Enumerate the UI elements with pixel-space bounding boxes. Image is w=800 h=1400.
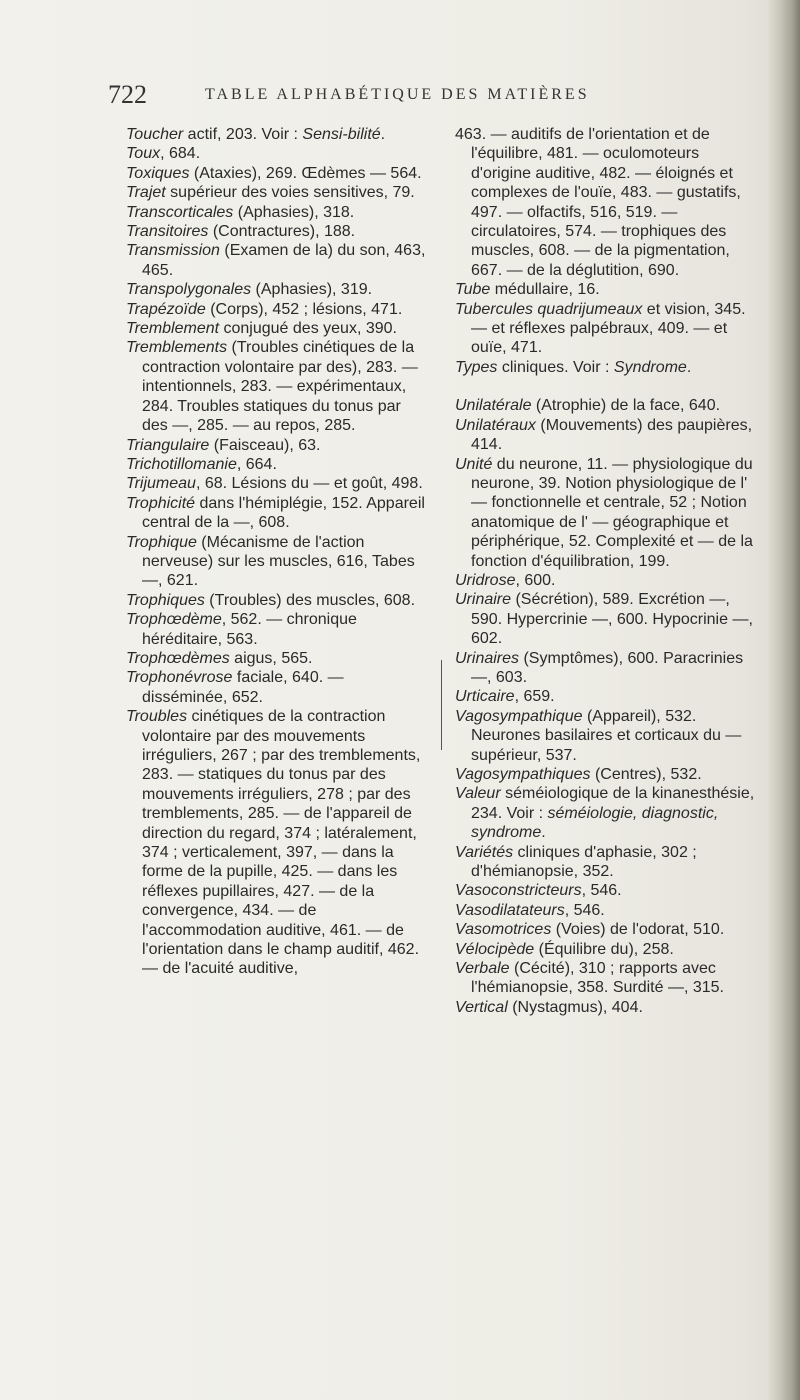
index-references: (Aphasies), 319. (251, 281, 373, 299)
index-column-right (455, 125, 755, 1017)
index-references: du neurone, 11. — physiologique du neurone, 39. Notion physiologique de l' — fonctionnelle et centrale, 52 ; Notion anatomique de l' — géographique et périphérique, 52. Complexité et — de la fonction d'équilibration, 199. (471, 455, 753, 570)
index-entry (126, 338, 426, 435)
index-references: , 600. (515, 571, 556, 589)
index-term: Valeur (455, 785, 501, 803)
index-term: Unité (455, 455, 493, 473)
index-term: Trophonévrose (126, 669, 233, 687)
entry-tail: . (541, 824, 546, 842)
index-term: Troubles (126, 708, 188, 726)
index-entry (126, 125, 426, 144)
index-term: Trajet (126, 184, 166, 202)
index-entry (126, 455, 426, 474)
index-references: , 659. (514, 688, 555, 706)
cross-reference-term: Syndrome (613, 358, 687, 376)
index-references: cliniques d'aphasie, 302 ; d'hémianopsie, 352. (471, 843, 697, 881)
index-entry (455, 125, 755, 280)
index-entry (455, 455, 755, 571)
index-references: (Aphasies), 318. (233, 203, 355, 221)
index-term: Toxiques (126, 164, 190, 182)
index-references: (Équilibre du), 258. (534, 940, 674, 958)
index-term: Unilatérale (455, 397, 532, 415)
index-entry (126, 668, 426, 707)
index-entry (455, 571, 755, 590)
index-references: (Symptômes), 600. Paracrinies —, 603. (471, 649, 744, 686)
index-references: dans l'hémiplégie, 152. Appareil central de la —, 608. (142, 494, 425, 532)
index-term: Verbale (455, 960, 510, 978)
index-references: (Voies) de l'odorat, 510. (551, 921, 725, 939)
index-term: Vasomotrices (455, 921, 552, 939)
index-term: Vélocipède (455, 940, 535, 958)
index-entry (126, 241, 426, 280)
index-term: Trophique (126, 533, 197, 551)
index-references: , 546. (581, 882, 622, 900)
index-entry (455, 687, 755, 706)
index-entry (126, 707, 426, 979)
index-references: (Corps), 452 ; lésions, 471. (205, 300, 403, 318)
index-entry (455, 843, 755, 882)
index-references: (Centres), 532. (590, 766, 702, 783)
index-references: supérieur des voies sensitives, 79. (165, 184, 415, 202)
index-references: (Nystagmus), 404. (507, 998, 643, 1016)
index-entry (126, 436, 426, 455)
index-references: conjugué des yeux, 390. (219, 320, 397, 338)
index-term: Vasoconstricteurs (455, 882, 582, 900)
index-entry (126, 649, 426, 668)
index-references: (Contractures), 188. (208, 223, 356, 241)
index-term: Tube (455, 281, 491, 299)
index-entry (126, 494, 426, 533)
running-header: TABLE ALPHABÉTIQUE DES MATIÈRES (205, 86, 590, 103)
index-term: Unilatéraux (455, 416, 536, 434)
index-references: et vision, 345. — et réflexes palpébraux, 409. — et ouïe, 471. (471, 300, 746, 357)
index-entry (455, 396, 755, 415)
index-entry (126, 533, 426, 591)
index-term: Urinaires (455, 649, 520, 667)
index-entry (126, 610, 426, 649)
index-references: aigus, 565. (229, 649, 313, 667)
index-term: Uridrose (455, 571, 516, 589)
index-term: Vertical (455, 998, 508, 1016)
index-entry (126, 164, 426, 183)
index-entry (126, 183, 426, 202)
index-entry (126, 300, 426, 319)
index-entry (455, 765, 755, 784)
index-entry (455, 920, 755, 939)
index-references: (Cécité), 310 ; rapports avec l'hémianopsie, 358. Surdité —, 315. (471, 960, 724, 997)
cross-reference-term: Sensi-bilité (302, 126, 381, 143)
index-references: , 664. (236, 455, 277, 473)
index-entry (126, 203, 426, 222)
index-entry (455, 959, 755, 998)
index-term: Transpolygonales (126, 281, 252, 299)
index-references: faciale, 640. — disséminée, 652. (142, 669, 344, 706)
page-number: 722 (108, 80, 147, 109)
index-entry (126, 144, 426, 163)
index-term: Vagosympathique (455, 707, 583, 725)
index-term: Trophicité (126, 494, 196, 512)
index-entry (455, 881, 755, 900)
cross-reference-term: séméiologie, diagnostic, syndrome (471, 804, 719, 842)
index-references: , 562. — chronique héréditaire, 563. (142, 611, 357, 648)
index-references: , 68. Lésions du — et goût, 498. (195, 475, 423, 493)
index-term: Trophiques (126, 591, 205, 609)
index-term: Trichotillomanie (126, 455, 237, 473)
index-entry (126, 591, 426, 610)
entry-tail: . (380, 126, 386, 143)
index-references: (Atrophie) de la face, 640. (531, 397, 721, 415)
index-term: Vagosympathiques (455, 766, 591, 783)
index-entry (126, 280, 426, 299)
index-entry (455, 300, 755, 358)
index-term: Triangulaire (126, 436, 210, 454)
index-references: (Troubles) des muscles, 608. (204, 591, 416, 609)
index-term: Tremblements (126, 339, 228, 357)
index-term: Trijumeau (126, 475, 196, 493)
index-term: Urinaire (455, 591, 512, 609)
index-references: actif, 203. Voir : (183, 126, 303, 143)
index-term: Variétés (455, 843, 514, 861)
index-references: séméiologique de la kinanesthésie, 234. Voir : (471, 785, 755, 822)
index-term: Transitoires (126, 223, 209, 241)
index-references: (Sécrétion), 589. Excrétion —, 590. Hypercrinie —, 600. Hypocrinie —, 602. (471, 591, 753, 648)
index-term: Toux (126, 145, 161, 163)
index-term: Trophœdème (126, 611, 222, 629)
index-references: cinétiques de la contraction volontaire par des mouvements irréguliers, 267 ; par des tremblements, 283. — statiques du tonus par des mouvements irréguliers, 278 ; par des tremblements, 285. — de l'appareil de direction du regard, 374 ; latéralement, 374 ; verticalement, 397, — dans la forme de la pupille, 425. — dans les réflexes pupillaires, 427. — de la convergence, 434. — de l'accommodation auditive, 461. — de l'orientation dans le champ auditif, 462. — de l'acuité auditive, (142, 708, 421, 978)
index-term: Transmission (126, 242, 220, 260)
index-entry (455, 649, 755, 688)
index-references: (Examen de la) du son, 463, 465. (142, 242, 426, 279)
index-column-left (126, 125, 426, 979)
index-term: Tubercules quadrijumeaux (455, 300, 643, 318)
index-references: cliniques. Voir : (497, 358, 614, 376)
index-term: Urticaire (455, 688, 515, 706)
index-term: Toucher (126, 126, 184, 143)
index-references: , 546. (564, 901, 605, 919)
index-entry (126, 319, 426, 338)
index-term: Trophœdèmes (126, 649, 230, 667)
index-entry (455, 280, 755, 299)
index-references: (Mécanisme de l'action nerveuse) sur les muscles, 616, Tabes —, 621. (142, 533, 415, 590)
index-entry (455, 590, 755, 648)
index-term: Transcorticales (126, 203, 234, 221)
index-term: Trapézoïde (126, 300, 206, 318)
index-term: Tremblement (126, 320, 220, 338)
index-term: Vasodilatateurs (455, 901, 565, 919)
index-entry (455, 707, 755, 765)
index-references: (Faisceau), 63. (209, 436, 321, 454)
column-divider (441, 660, 442, 750)
page-edge-shadow (766, 0, 800, 1400)
index-entry (455, 416, 755, 455)
index-entry (455, 901, 755, 920)
index-entry (126, 474, 426, 493)
index-references: médullaire, 16. (490, 281, 600, 299)
entry-tail: . (686, 358, 692, 376)
index-references: (Appareil), 532. Neurones basilaires et corticaux du — supérieur, 537. (471, 707, 742, 764)
index-references: (Troubles cinétiques de la contraction volontaire par des), 283. — intentionnels, 283. — expérimentaux, 284. Troubles statiques du tonus par des —, 285. — au repos, 285. (142, 339, 418, 435)
index-term: Types (455, 358, 498, 376)
index-entry (455, 358, 755, 377)
index-references: , 684. (160, 145, 201, 163)
index-entry (455, 940, 755, 959)
index-entry (455, 784, 755, 842)
index-references: (Mouvements) des paupières, 414. (471, 416, 753, 454)
index-entry (455, 998, 755, 1017)
index-references: 463. — auditifs de l'orientation et de l'équilibre, 481. — oculomoteurs d'origine auditive, 482. — éloignés et complexes de l'ouïe, 483. — gustatifs, 497. — olfactifs, 516, 519. — circulatoires, 574. — trophiques des muscles, 608. — de la pigmentation, 667. — de la déglutition, 690. (455, 126, 741, 279)
index-entry (126, 222, 426, 241)
index-references: (Ataxies), 269. Œdèmes — 564. (189, 164, 422, 182)
